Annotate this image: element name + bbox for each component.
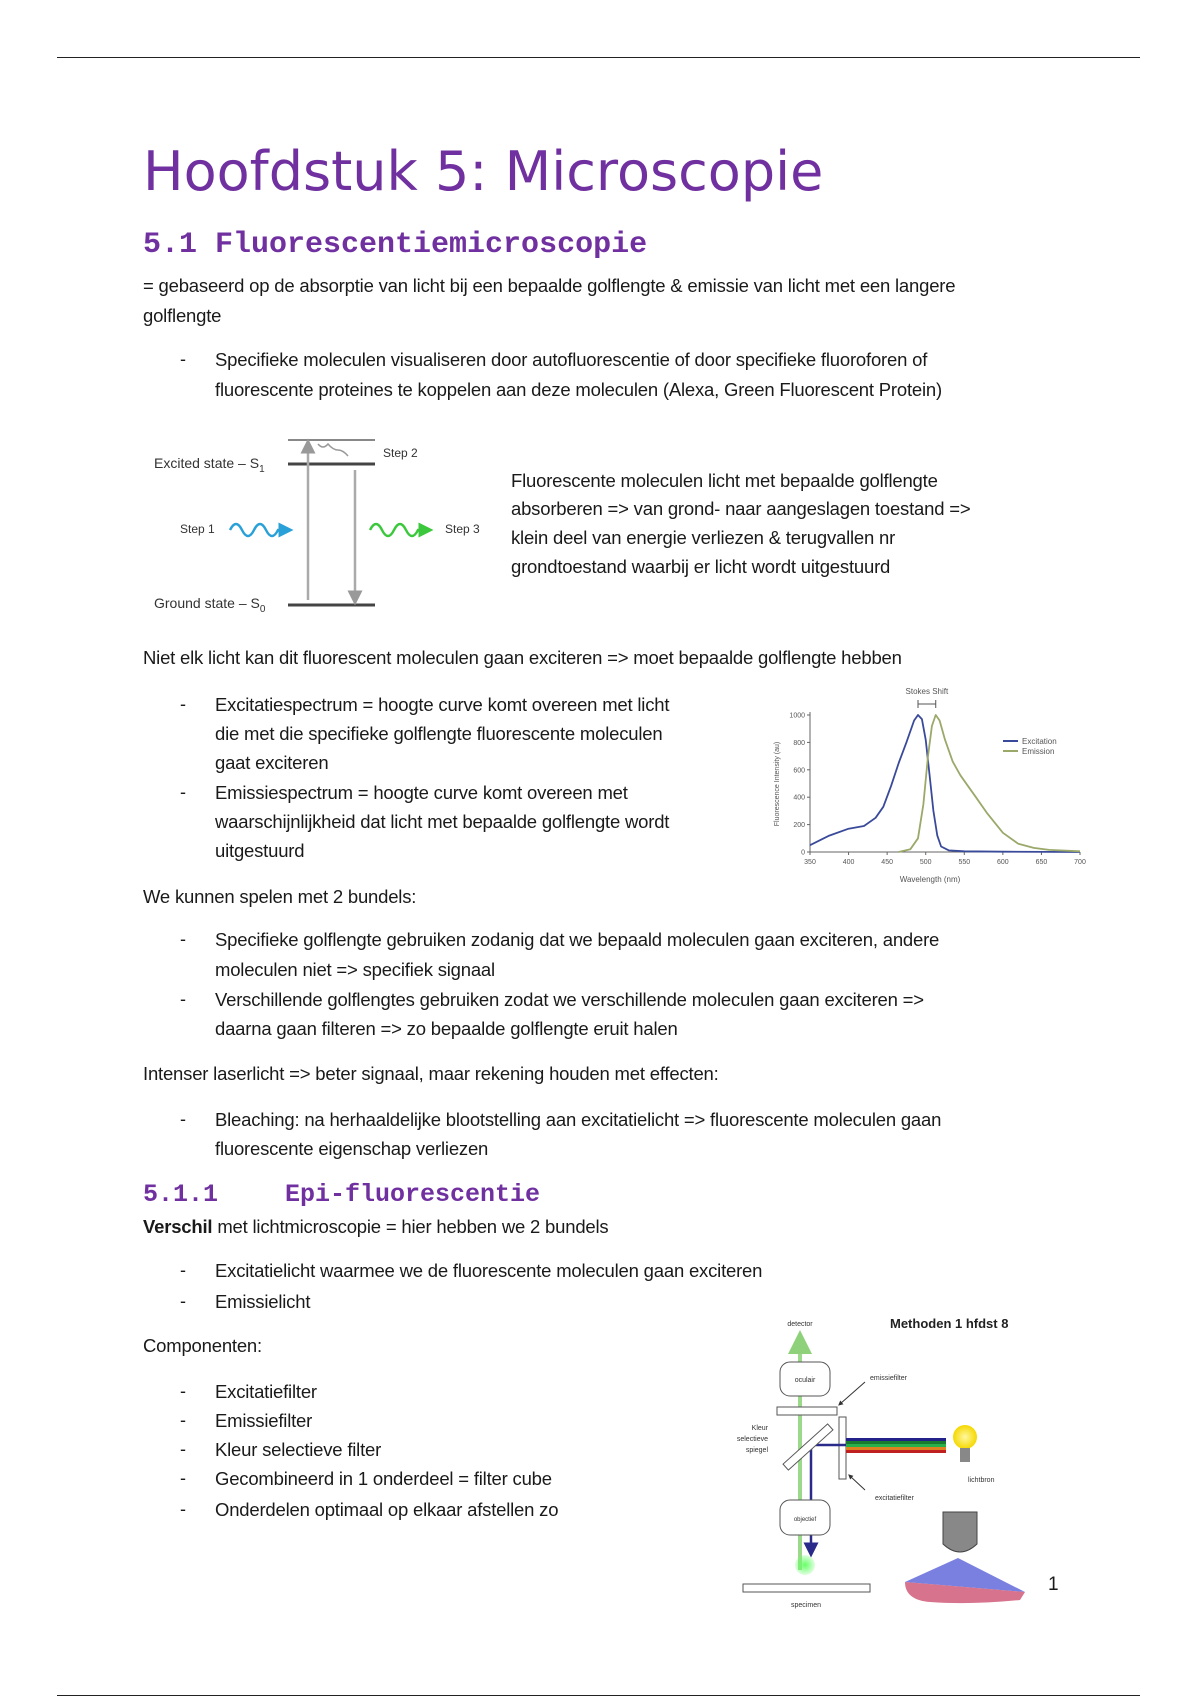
paragraph: Componenten:: [143, 1335, 262, 1356]
bullet-text: Emissielicht: [215, 1291, 311, 1312]
step1-label: Step 1: [180, 522, 215, 536]
bulb-base: [960, 1448, 970, 1462]
bullet-text: daarna gaan filteren => zo bepaalde golflengte eruit halen: [215, 1018, 678, 1039]
jablonski-text: absorberen => van grond- naar aangeslagen toestand =>: [511, 498, 971, 519]
bullet-text: Specifieke moleculen visualiseren door autofluorescentie of door specifieke fluoroforen of: [215, 349, 928, 370]
relaxation-squiggle: [318, 444, 348, 456]
bullet-dash: -: [180, 1468, 186, 1488]
x-tick-label: 400: [842, 859, 855, 866]
x-axis-label: Wavelength (nm): [899, 875, 961, 884]
jablonski-diagram: [140, 430, 500, 620]
svg-text:selectieve: selectieve: [736, 1436, 768, 1443]
detector-label: detector: [787, 1321, 813, 1328]
bullet-dash: -: [180, 1381, 186, 1401]
bullet-text: Specifieke golflengte gebruiken zodanig dat we bepaald moleculen gaan exciteren, andere: [215, 929, 940, 950]
lightbulb-icon: [953, 1425, 977, 1449]
x-tick-label: 700: [1074, 859, 1086, 866]
svg-text:Ground state – S0: Ground state – $S_0$: [154, 595, 266, 615]
spectrum-chart: [770, 680, 1090, 890]
step2-label: Step 2: [383, 446, 418, 460]
page-title: Hoofdstuk 5: Microscopie: [143, 140, 824, 203]
jablonski-text: grondtoestand waarbij er licht wordt uitgestuurd: [511, 556, 891, 577]
step3-label: Step 3: [445, 522, 480, 536]
bullet-dash: -: [180, 782, 186, 802]
bullet-text: Verschillende golflengtes gebruiken zodat we verschillende moleculen gaan exciteren =>: [215, 989, 924, 1010]
bullet-dash: -: [180, 349, 186, 369]
section-heading-5-1: 5.1 Fluorescentiemicroscopie: [143, 228, 648, 262]
bullet-dash: -: [180, 1499, 186, 1519]
bullet-dash: -: [180, 1109, 186, 1129]
emission-filter: [777, 1407, 837, 1415]
excited-state-label: Excited state – S: [154, 455, 260, 471]
definition-line: golflengte: [143, 305, 222, 326]
series-emission-line: [899, 715, 1080, 852]
excitatiefilter-label: excitatiefilter: [875, 1495, 914, 1502]
x-tick-label: 350: [804, 859, 816, 866]
y-tick-label: 200: [793, 822, 805, 830]
emissiefilter-label: emissiefilter: [870, 1375, 907, 1382]
bold-term: Verschil: [143, 1216, 213, 1237]
bullet-text: waarschijnlijkheid dat licht met bepaalde golflengte wordt: [215, 811, 670, 832]
objective-lens-icon: [943, 1512, 977, 1552]
bullet-text: Excitatiefilter: [215, 1381, 317, 1402]
bullet-text: Gecombineerd in 1 onderdeel = filter cube: [215, 1468, 552, 1489]
bullet-text: moleculen niet => specifiek signaal: [215, 959, 495, 980]
epi-fluorescence-figure: [700, 1300, 1060, 1620]
y-tick-label: 800: [793, 739, 805, 747]
bullet-text: die met die specifieke golflengte fluorescente moleculen: [215, 723, 663, 744]
x-tick-label: 550: [958, 859, 971, 866]
footer-rule: [57, 1695, 1140, 1696]
bullet-text: Emissiefilter: [215, 1410, 313, 1431]
series-excitation-line: [810, 715, 1080, 852]
bullet-text: Kleur selectieve filter: [215, 1439, 382, 1460]
spiegel-label: Kleur: [751, 1425, 768, 1432]
x-tick-label: 600: [997, 859, 1009, 866]
bullet-dash: -: [180, 694, 186, 714]
specimen-slide: [743, 1584, 870, 1592]
paragraph: We kunnen spelen met 2 bundels:: [143, 886, 417, 907]
paragraph-rest: met lichtmicroscopie = hier hebben we 2 bundels: [212, 1216, 609, 1237]
lichtbron-label: lichtbron: [968, 1477, 995, 1484]
ground-state-label: Ground state – S: [154, 595, 260, 611]
y-tick-label: 1000: [789, 712, 805, 720]
bullet-dash: -: [180, 929, 186, 949]
x-tick-label: 650: [1035, 859, 1048, 866]
section-heading-5-1-1: Epi-fluorescentie: [285, 1180, 541, 1209]
bullet-text: Emissiespectrum = hoogte curve komt overeen met: [215, 782, 628, 803]
step1-wave-icon: [230, 524, 286, 536]
figure-title: Methoden 1 hfdst 8: [890, 1316, 1009, 1331]
y-tick-label: 600: [793, 767, 805, 775]
jablonski-text: klein deel van energie verliezen & terugvallen nr: [511, 527, 896, 548]
paragraph: Intenser laserlicht => beter signaal, maar rekening houden met effecten:: [143, 1063, 719, 1084]
bullet-dash: -: [180, 1410, 186, 1430]
bullet-dash: -: [180, 1291, 186, 1311]
oculair-label: oculair: [794, 1377, 816, 1384]
bullet-text: Excitatielicht waarmee we de fluorescente moleculen gaan exciteren: [215, 1260, 763, 1281]
legend-excitation: Excitation: [1022, 737, 1057, 746]
bullet-dash: -: [180, 1439, 186, 1459]
bullet-dash: -: [180, 1260, 186, 1280]
bullet-text: Bleaching: na herhaaldelijke blootstelling aan excitatielicht => fluorescente moleculen gaan: [215, 1109, 942, 1130]
paragraph: Niet elk licht kan dit fluorescent moleculen gaan exciteren => moet bepaalde golflengte hebben: [143, 647, 902, 668]
bullet-dash: -: [180, 989, 186, 1009]
svg-text:Excited state – S1: Excited state – $S_1$: [154, 455, 265, 475]
step3-wave-icon: [370, 524, 426, 536]
dichroic-mirror: [783, 1424, 833, 1470]
bullet-text: gaat exciteren: [215, 752, 329, 773]
jablonski-text: Fluorescente moleculen licht met bepaalde golflengte: [511, 470, 938, 491]
header-rule: [57, 57, 1140, 58]
legend-emission: Emission: [1022, 747, 1055, 756]
y-tick-label: 400: [793, 794, 805, 802]
bullet-text: fluorescente proteines te koppelen aan deze moleculen (Alexa, Green Fluorescent Protein): [215, 379, 942, 400]
excitation-filter: [839, 1417, 846, 1479]
x-tick-label: 450: [881, 859, 893, 866]
section-heading-5-1-1-number: 5.1.1: [143, 1180, 219, 1209]
bullet-text: uitgestuurd: [215, 840, 305, 861]
definition-line: = gebaseerd op de absorptie van licht bij een bepaalde golflengte & emissie van licht met een langere: [143, 275, 956, 296]
bullet-text: Onderdelen optimaal op elkaar afstellen zo: [215, 1499, 559, 1520]
bullet-text: fluorescente eigenschap verliezen: [215, 1138, 489, 1159]
y-axis-label: Fluorescence Intensity (au): [774, 741, 781, 827]
stokes-shift-annotation: Stokes Shift: [905, 687, 949, 696]
page-number: 1: [1048, 1574, 1059, 1595]
x-tick-label: 500: [919, 859, 932, 866]
fluorescent-spot: [795, 1555, 815, 1575]
svg-text:spiegel: spiegel: [745, 1447, 768, 1454]
bullet-text: Excitatiespectrum = hoogte curve komt overeen met licht: [215, 694, 670, 715]
objectief-label: objectief: [793, 1517, 817, 1523]
specimen-label: specimen: [791, 1602, 821, 1609]
y-tick-label: 0: [801, 849, 805, 857]
paragraph: [143, 1216, 608, 1238]
